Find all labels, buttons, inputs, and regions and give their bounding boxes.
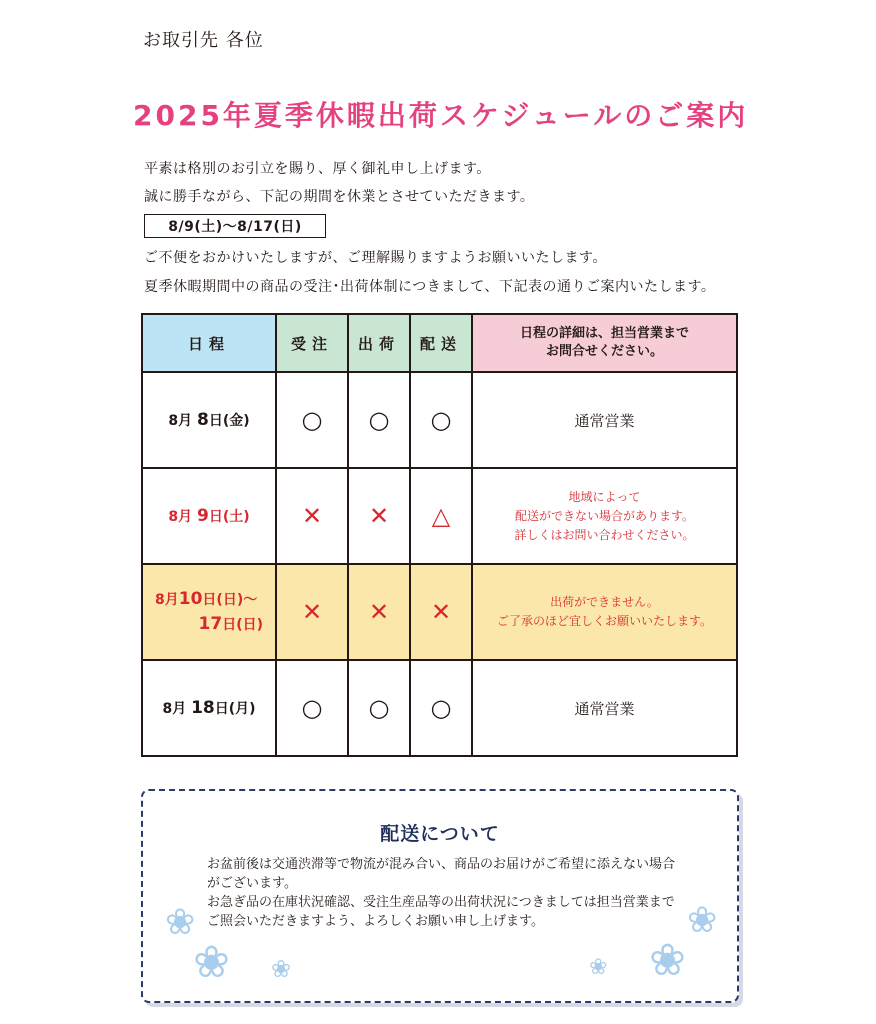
delivery-text-1: お盆前後は交通渋滞等で物流が混み合い、商品のお届けがご希望に添えない場合がございます。: [207, 857, 676, 891]
page-title: 2025年夏季休暇出荷スケジュールのご案内: [133, 99, 749, 132]
delivery-cell: [410, 372, 472, 468]
date-month: 8月: [168, 413, 197, 429]
flower-icon: ❀: [687, 900, 718, 941]
date-suffix: 日(土): [208, 509, 250, 525]
addressee: お取引先 各位: [143, 30, 264, 51]
date-month: 8月: [168, 509, 197, 525]
note-line-1: 地域によって: [568, 489, 641, 504]
date-day: 9: [196, 506, 209, 526]
header-note-line-2: お問合せください。: [545, 344, 663, 359]
header-order: 受注: [276, 314, 348, 372]
row-date: [142, 468, 276, 564]
header-date: 日程: [142, 314, 276, 372]
circle-mark: ○: [301, 694, 323, 722]
date-suffix: 日(月): [214, 701, 256, 717]
order-cell: [276, 372, 348, 468]
date-line-1: [155, 589, 258, 609]
circle-mark: ○: [430, 406, 452, 434]
date-day: 10: [178, 589, 203, 609]
date-day: 17: [198, 614, 223, 634]
delivery-cell: [410, 468, 472, 564]
ship-cell: [348, 372, 410, 468]
header-delivery: 配送: [410, 314, 472, 372]
intro-line-1: 平素は格別のお引立を賜り、厚く御礼申し上げます。: [144, 161, 491, 177]
holiday-period-box: 8/9(土)～8/17(日): [144, 214, 326, 238]
note-cell: [472, 564, 737, 660]
note-line-3: 詳しくはお問い合わせください。: [514, 527, 695, 542]
date-month: 8月: [162, 701, 192, 717]
delivery-cell: [410, 564, 472, 660]
note-line-2: ご了承のほど宜しくお願いいたします。: [496, 614, 713, 628]
note-line-1: 出荷ができません。: [550, 595, 659, 609]
date-month: 8月: [155, 592, 179, 608]
header-note-line-1: 日程の詳細は、担当営業まで: [519, 326, 689, 341]
flower-icon: ❀: [271, 955, 292, 983]
order-cell: [276, 660, 348, 756]
flower-icon: ❀: [589, 955, 608, 980]
circle-mark: ○: [430, 694, 452, 722]
date-day: 8: [196, 410, 209, 430]
table-row: [142, 372, 737, 468]
note-cell: [472, 468, 737, 564]
delivery-title: 配送について: [380, 823, 500, 845]
note-cell: 通常営業: [472, 372, 737, 468]
flower-icon: ❀: [165, 902, 196, 943]
delivery-text-2: お急ぎ品の在庫状況確認、受注生産品等の出荷状況につきましては担当営業までご照会いただきますよう、よろしくお願い申し上げます。: [207, 895, 675, 929]
table-row: [142, 564, 737, 660]
cross-mark: ✕: [368, 598, 390, 626]
ship-cell: [348, 564, 410, 660]
row-date: [142, 660, 276, 756]
table-row: [142, 468, 737, 564]
header-ship: 出荷: [348, 314, 410, 372]
delivery-text: [207, 855, 677, 931]
intro-line-2: 誠に勝手ながら、下記の期間を休業とさせていただきます。: [144, 189, 535, 205]
header-note: [472, 314, 737, 372]
table-header-row: [142, 314, 737, 372]
cross-mark: ✕: [301, 502, 323, 530]
flower-icon: ❀: [649, 935, 686, 986]
date-suffix: 日(金): [208, 413, 250, 429]
row-date: [142, 564, 276, 660]
cross-mark: ✕: [368, 502, 390, 530]
circle-mark: ○: [368, 406, 390, 434]
flower-icon: ❀: [193, 937, 230, 988]
circle-mark: ○: [301, 406, 323, 434]
intro-line-3: ご不便をおかけいたしますが、ご理解賜りますようお願いいたします。: [144, 250, 607, 266]
intro-line-4: 夏季休暇期間中の商品の受注･出荷体制につきまして、下記表の通りご案内いたします。: [144, 279, 716, 295]
date-line-2: [155, 612, 275, 637]
delivery-notice-box: [141, 789, 739, 1003]
delivery-cell: [410, 660, 472, 756]
order-cell: [276, 468, 348, 564]
table-row: [142, 660, 737, 756]
ship-cell: [348, 468, 410, 564]
schedule-table: [141, 313, 738, 757]
order-cell: [276, 564, 348, 660]
cross-mark: ✕: [301, 598, 323, 626]
ship-cell: [348, 660, 410, 756]
cross-mark: ✕: [430, 598, 452, 626]
row-date: [142, 372, 276, 468]
note-cell: 通常営業: [472, 660, 737, 756]
date-suffix: 日(日)～: [202, 592, 258, 608]
circle-mark: ○: [368, 694, 390, 722]
date-suffix: 日(日): [222, 617, 263, 633]
triangle-mark: △: [431, 502, 451, 530]
note-line-2: 配送ができない場合があります。: [514, 508, 695, 523]
date-day: 18: [191, 698, 215, 718]
